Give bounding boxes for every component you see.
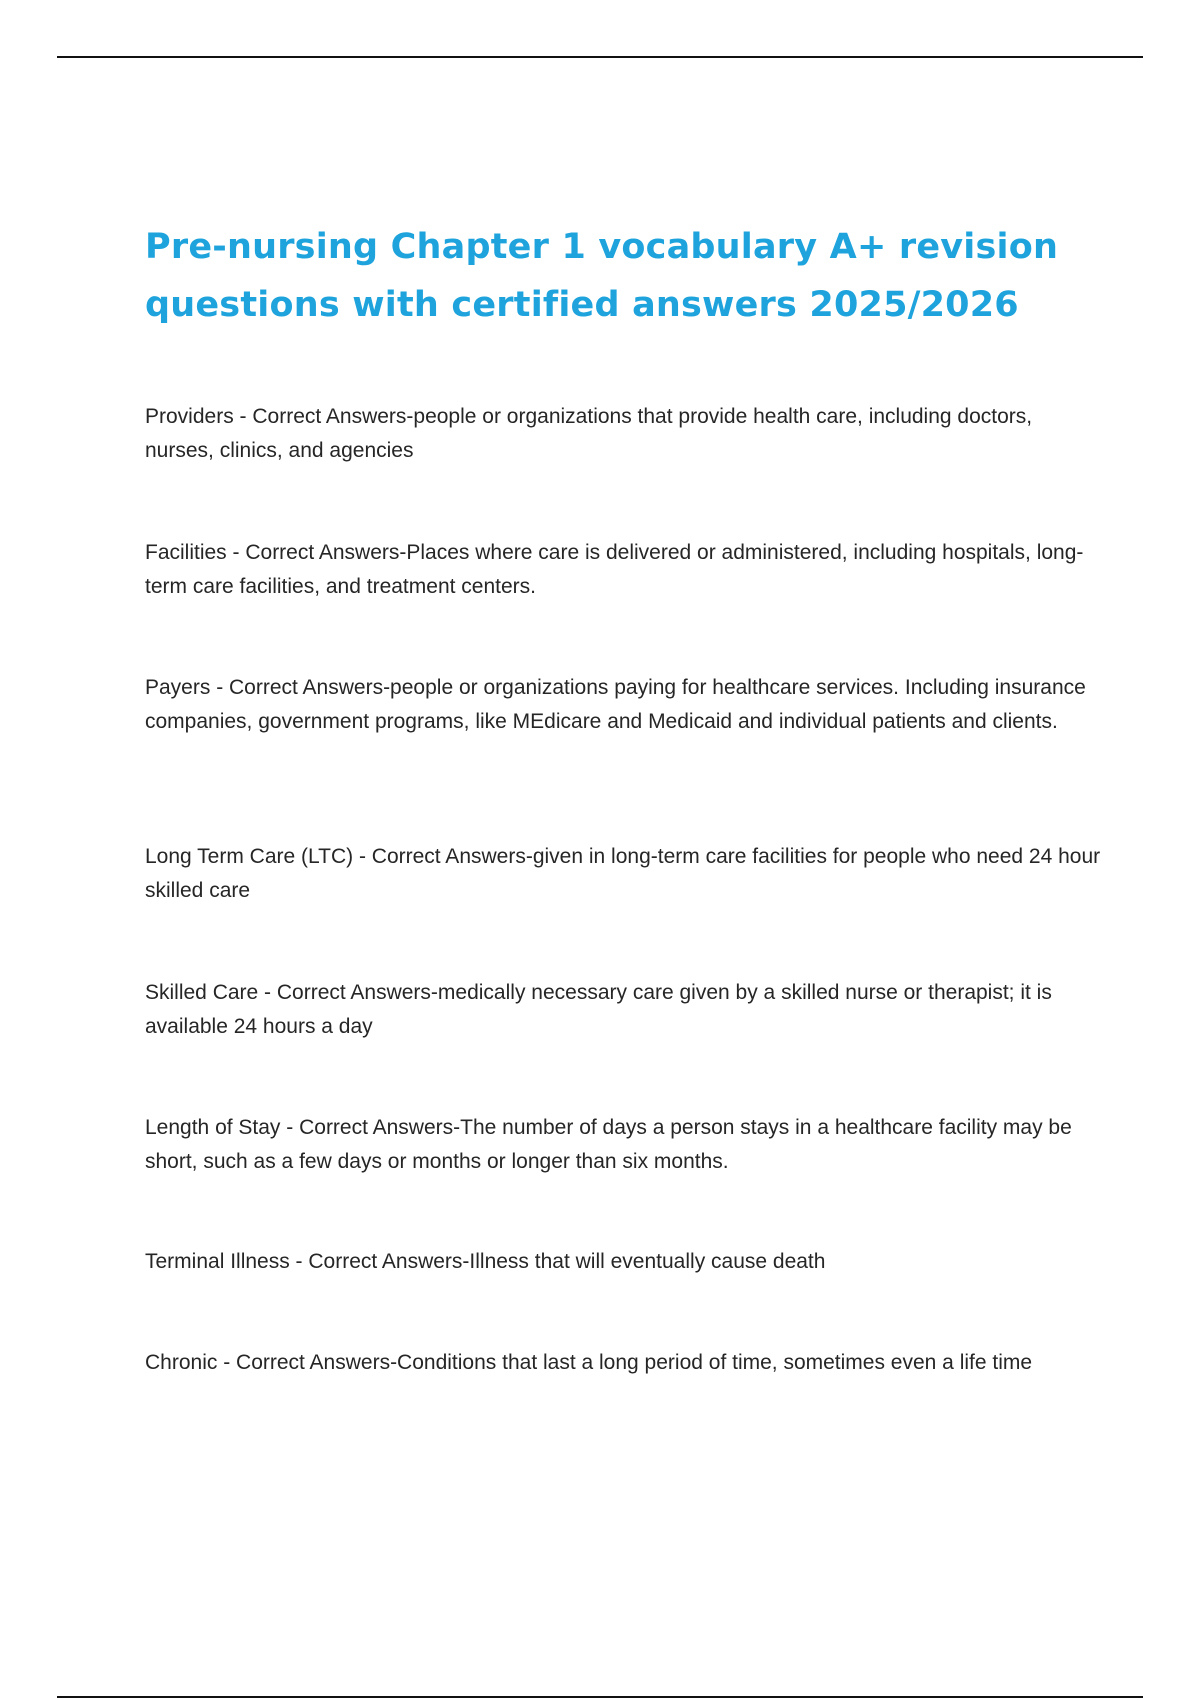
top-rule bbox=[57, 56, 1143, 58]
vocabulary-item-facilities: Facilities - Correct Answers-Places where care is delivered or administered, including hospitals, long-term care facilities, and treatment centers. bbox=[145, 541, 1084, 598]
vocabulary-item-chronic: Chronic - Correct Answers-Conditions that last a long period of time, sometimes even a life time bbox=[145, 1351, 1033, 1374]
vocabulary-item-terminal-illness: Terminal Illness - Correct Answers-Illness that will eventually cause death bbox=[145, 1250, 826, 1273]
vocabulary-item-skilled-care: Skilled Care - Correct Answers-medically necessary care given by a skilled nurse or therapist; it is available 24 hours a day bbox=[145, 981, 1052, 1038]
document-title: Pre-nursing Chapter 1 vocabulary A+ revision questions with certified answers 2025/2026 bbox=[145, 227, 1059, 325]
vocabulary-item-long-term-care: Long Term Care (LTC) - Correct Answers-given in long-term care facilities for people who need 24 hour skilled care bbox=[145, 845, 1101, 902]
bottom-rule bbox=[57, 1696, 1143, 1698]
vocabulary-item-payers: Payers - Correct Answers-people or organizations paying for healthcare services. Including insurance companies, government programs, like MEdicare and Medicaid and individual patients and clients. bbox=[145, 676, 1086, 733]
vocabulary-item-length-of-stay: Length of Stay - Correct Answers-The number of days a person stays in a healthcare facility may be short, such as a few days or months or longer than six months. bbox=[145, 1116, 1072, 1173]
vocabulary-item-providers: Providers - Correct Answers-people or organizations that provide health care, including doctors, nurses, clinics, and agencies bbox=[145, 405, 1033, 462]
